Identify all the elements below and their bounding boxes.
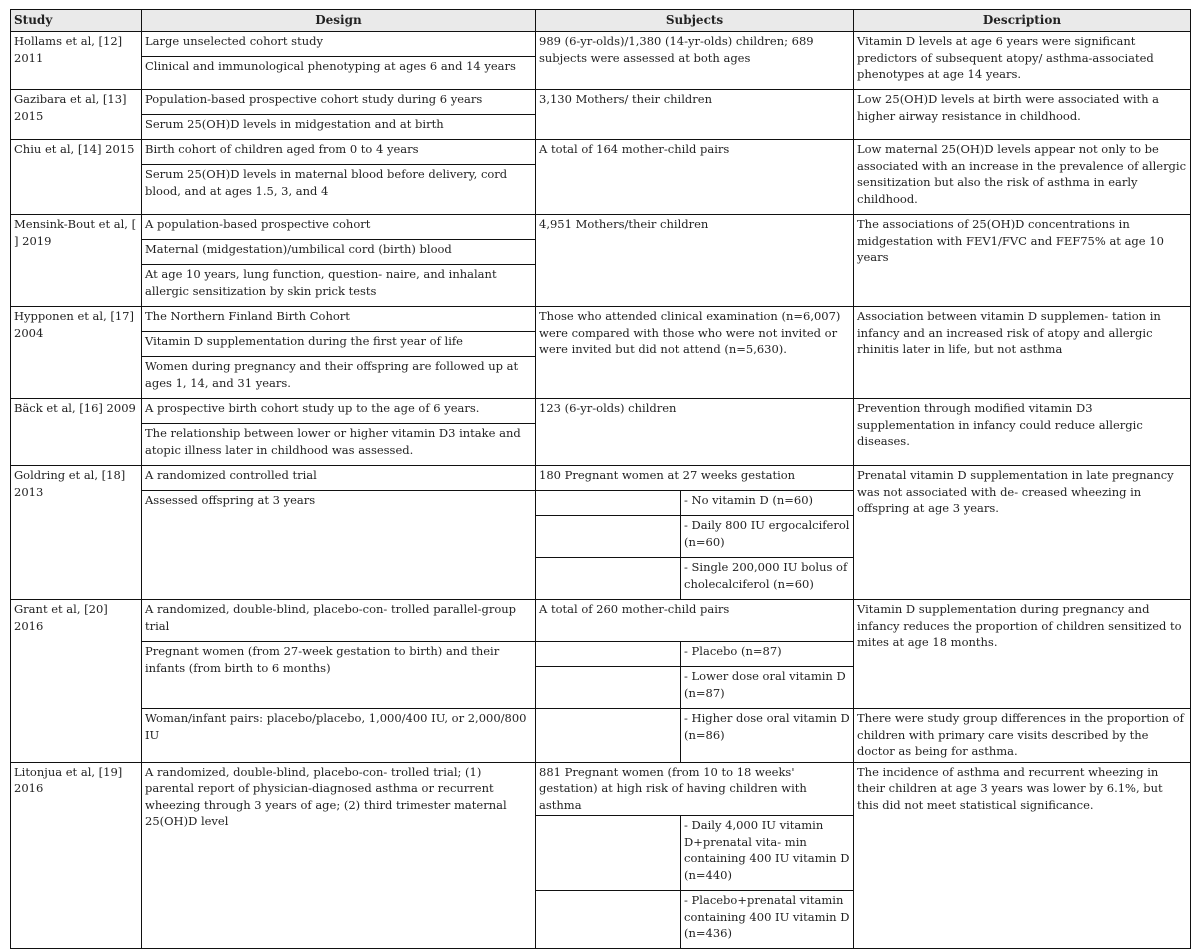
subjects-blank-cell: [536, 709, 681, 763]
design-cell: Maternal (midgestation)/umbilical cord (birth) blood: [142, 240, 536, 265]
table-row: [11, 399, 1191, 424]
table-row: [11, 600, 1191, 642]
arm-cell: - Daily 4,000 IU vitamin D+prenatal vita- min containing 400 IU vitamin D (n=440): [681, 816, 854, 891]
design-cell: Birth cohort of children aged from 0 to 4 years: [142, 140, 536, 165]
subjects-blank-cell: [536, 667, 681, 709]
subjects-cell: 989 (6-yr-olds)/1,380 (14-yr-olds) children; 689 subjects were assessed at both ages: [536, 32, 854, 90]
description-cell: Prenatal vitamin D supplementation in late pregnancy was not associated with de- creased wheezing in offspring at age 3 years.: [854, 466, 1191, 600]
subjects-cell: 3,130 Mothers/ their children: [536, 90, 854, 140]
subjects-cell: 123 (6-yr-olds) children: [536, 399, 854, 466]
table-row: [11, 307, 1191, 332]
arm-cell: - Placebo+prenatal vitamin containing 400 IU vitamin D (n=436): [681, 891, 854, 949]
table-row: [11, 762, 1191, 816]
study-cell: Chiu et al, [14] 2015: [11, 140, 142, 215]
subjects-blank-cell: [536, 642, 681, 667]
design-cell: Serum 25(OH)D levels in maternal blood before delivery, cord blood, and at ages 1.5, 3, and 4: [142, 165, 536, 215]
design-cell: A randomized, double-blind, placebo-con- trolled trial; (1) parental report of physician-diagnosed asthma or recurrent wheezing through 3 years of age; (2) third trimester maternal 25(OH)D level: [142, 762, 536, 949]
study-cell: Hollams et al, [12] 2011: [11, 32, 142, 90]
table-row: [11, 32, 1191, 57]
table-row: [11, 466, 1191, 491]
design-cell: A randomized controlled trial: [142, 466, 536, 491]
study-cell: Litonjua et al, [19] 2016: [11, 762, 142, 949]
study-cell: Grant et al, [20] 2016: [11, 600, 142, 763]
arm-cell: - Lower dose oral vitamin D (n=87): [681, 667, 854, 709]
arm-cell: - Placebo (n=87): [681, 642, 854, 667]
study-cell: Goldring et al, [18] 2013: [11, 466, 142, 600]
design-cell: Large unselected cohort study: [142, 32, 536, 57]
description-cell: The associations of 25(OH)D concentrations in midgestation with FEV1/FVC and FEF75% at age 10 years: [854, 215, 1191, 307]
description-cell: There were study group differences in the proportion of children with primary care visits described by the doctor as being for asthma.: [854, 709, 1191, 763]
study-cell: Gazibara et al, [13] 2015: [11, 90, 142, 140]
design-cell: The Northern Finland Birth Cohort: [142, 307, 536, 332]
description-cell: The incidence of asthma and recurrent wheezing in their children at age 3 years was lower by 6.1%, but this did not meet statistical significance.: [854, 762, 1191, 949]
table-row: [11, 215, 1191, 240]
subjects-cell: 881 Pregnant women (from 10 to 18 weeks' gestation) at high risk of having children with asthma: [536, 762, 854, 816]
arm-cell: - Higher dose oral vitamin D (n=86): [681, 709, 854, 763]
header-study: Study: [11, 10, 142, 32]
design-cell: Serum 25(OH)D levels in midgestation and at birth: [142, 115, 536, 140]
design-cell: The relationship between lower or higher vitamin D3 intake and atopic illness later in childhood was assessed.: [142, 424, 536, 466]
header-row: [11, 10, 1191, 32]
description-cell: Low maternal 25(OH)D levels appear not only to be associated with an increase in the prevalence of allergic sensitization but also the risk of asthma in early childhood.: [854, 140, 1191, 215]
arm-cell: - Daily 800 IU ergocalciferol (n=60): [681, 516, 854, 558]
study-cell: Bäck et al, [16] 2009: [11, 399, 142, 466]
studies-table: [10, 9, 1191, 949]
header-subjects: Subjects: [536, 10, 854, 32]
description-cell: Vitamin D supplementation during pregnancy and infancy reduces the proportion of children sensitized to mites at age 18 months.: [854, 600, 1191, 709]
description-cell: Association between vitamin D supplemen- tation in infancy and an increased risk of atopy and allergic rhinitis later in life, but not asthma: [854, 307, 1191, 399]
subjects-cell: A total of 260 mother-child pairs: [536, 600, 854, 642]
description-cell: Vitamin D levels at age 6 years were significant predictors of subsequent atopy/ asthma-associated phenotypes at age 14 years.: [854, 32, 1191, 90]
table-row: [11, 140, 1191, 165]
design-cell: Women during pregnancy and their offspring are followed up at ages 1, 14, and 31 years.: [142, 357, 536, 399]
subjects-cell: Those who attended clinical examination (n=6,007) were compared with those who were not invited or were invited but did not attend (n=5,630).: [536, 307, 854, 399]
header-design: Design: [142, 10, 536, 32]
design-cell: Woman/infant pairs: placebo/placebo, 1,000/400 IU, or 2,000/800 IU: [142, 709, 536, 763]
header-description: Description: [854, 10, 1191, 32]
arm-cell: - Single 200,000 IU bolus of cholecalciferol (n=60): [681, 558, 854, 600]
study-cell: Hypponen et al, [17] 2004: [11, 307, 142, 399]
subjects-blank-cell: [536, 558, 681, 600]
design-cell: Population-based prospective cohort study during 6 years: [142, 90, 536, 115]
subjects-cell: A total of 164 mother-child pairs: [536, 140, 854, 215]
design-cell: Pregnant women (from 27-week gestation to birth) and their infants (from birth to 6 months): [142, 642, 536, 709]
description-cell: Low 25(OH)D levels at birth were associated with a higher airway resistance in childhood.: [854, 90, 1191, 140]
study-cell: Mensink-Bout et al, [ ] 2019: [11, 215, 142, 307]
subjects-blank-cell: [536, 516, 681, 558]
design-cell: Clinical and immunological phenotyping at ages 6 and 14 years: [142, 57, 536, 90]
design-cell: Assessed offspring at 3 years: [142, 491, 536, 600]
design-cell: Vitamin D supplementation during the first year of life: [142, 332, 536, 357]
design-cell: A population-based prospective cohort: [142, 215, 536, 240]
subjects-cell: 4,951 Mothers/their children: [536, 215, 854, 307]
design-cell: A prospective birth cohort study up to the age of 6 years.: [142, 399, 536, 424]
description-cell: Prevention through modified vitamin D3 supplementation in infancy could reduce allergic diseases.: [854, 399, 1191, 466]
subjects-blank-cell: [536, 816, 681, 891]
subjects-blank-cell: [536, 891, 681, 949]
design-cell: A randomized, double-blind, placebo-con- trolled parallel-group trial: [142, 600, 536, 642]
subjects-blank-cell: [536, 491, 681, 516]
subjects-cell: 180 Pregnant women at 27 weeks gestation: [536, 466, 854, 491]
design-cell: At age 10 years, lung function, question- naire, and inhalant allergic sensitization by skin prick tests: [142, 265, 536, 307]
table-row: [11, 90, 1191, 115]
arm-cell: - No vitamin D (n=60): [681, 491, 854, 516]
